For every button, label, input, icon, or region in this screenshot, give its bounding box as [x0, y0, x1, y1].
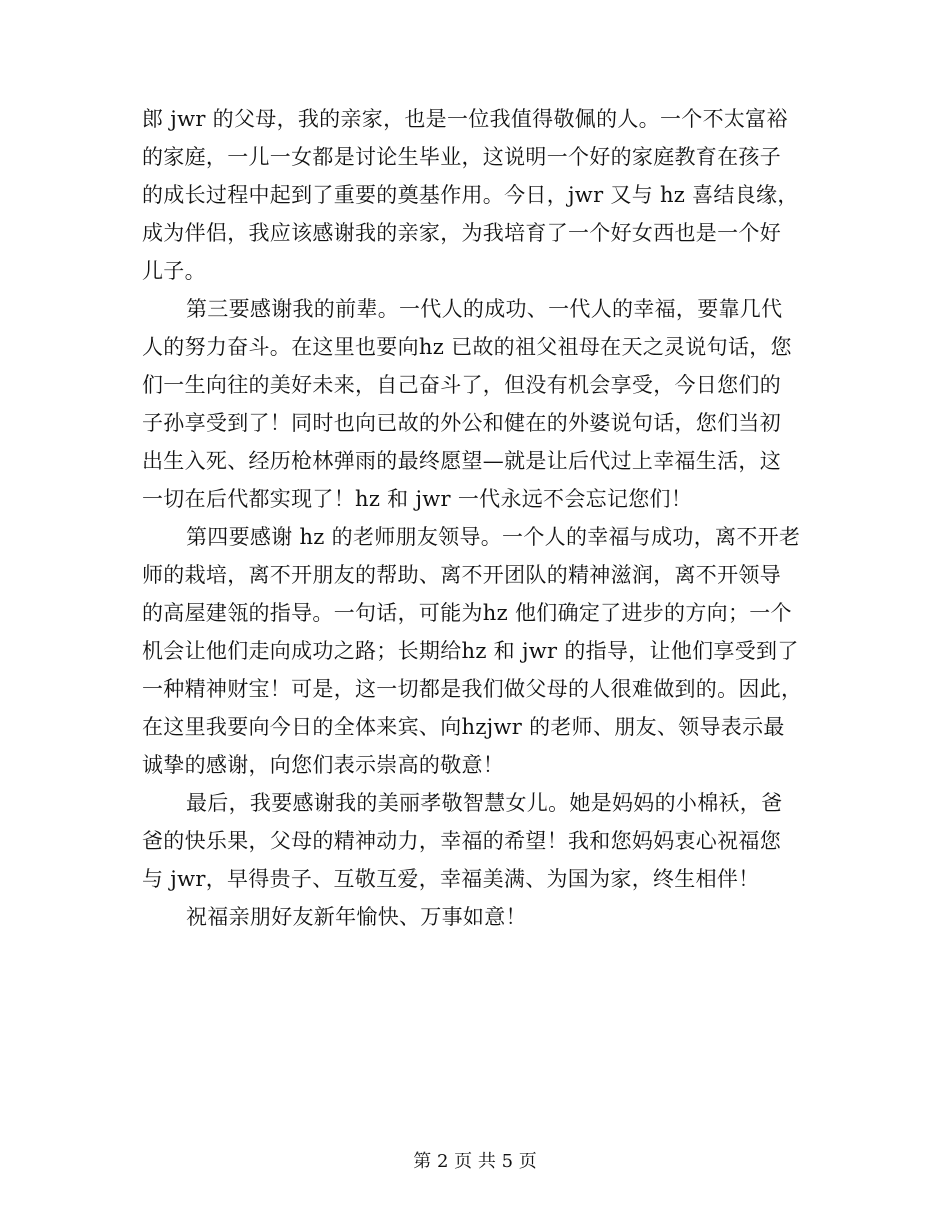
text-line: 诚挚的感谢，向您们表示崇高的敬意！	[142, 753, 505, 777]
text-line: 与 jwr，早得贵子、互敬互爱，幸福美满、为国为家，终生相伴！	[142, 867, 760, 891]
text-line: 一切在后代都实现了！hz 和 jwr 一代永远不会忘记您们！	[142, 487, 693, 511]
text-line: 儿子。	[142, 259, 206, 283]
paragraph-start-line: 第四要感谢 hz 的老师朋友领导。一个人的幸福与成功，离不开老	[186, 525, 801, 549]
text-line: 一种精神财宝！可是，这一切都是我们做父母的人很难做到的。因此，	[142, 677, 803, 701]
text-line: 们一生向往的美好未来，自己奋斗了，但没有机会享受，今日您们的	[142, 373, 781, 397]
text-line: 子孙享受到了！同时也向已故的外公和健在的外婆说句话，您们当初	[142, 411, 781, 435]
page-number-footer: 第 2 页 共 5 页	[413, 1151, 537, 1172]
text-line: 机会让他们走向成功之路；长期给hz 和 jwr 的指导，让他们享受到了	[142, 639, 799, 663]
paragraph-start-line: 第三要感谢我的前辈。一代人的成功、一代人的幸福，要靠几代	[186, 297, 783, 321]
paragraph-start-line: 祝福亲朋好友新年愉快、万事如意！	[186, 905, 527, 929]
text-line: 在这里我要向今日的全体来宾、向hzjwr 的老师、朋友、领导表示最	[142, 715, 785, 739]
text-line: 的家庭，一儿一女都是讨论生毕业，这说明一个好的家庭教育在孩子	[142, 145, 781, 169]
text-line: 郎 jwr 的父母，我的亲家，也是一位我值得敬佩的人。一个不太富裕	[142, 107, 788, 131]
text-line: 的高屋建瓴的指导。一句话，可能为hz 他们确定了进步的方向；一个	[142, 601, 792, 625]
text-line: 爸的快乐果，父母的精神动力，幸福的希望！我和您妈妈衷心祝福您	[142, 829, 781, 853]
document-body	[142, 100, 812, 936]
text-line: 人的努力奋斗。在这里也要向hz 已故的祖父祖母在天之灵说句话，您	[142, 335, 792, 359]
text-line: 出生入死、经历枪林弹雨的最终愿望—就是让后代过上幸福生活，这	[142, 449, 781, 473]
paragraph-start-line: 最后，我要感谢我的美丽孝敬智慧女儿。她是妈妈的小棉袄，爸	[186, 791, 783, 815]
text-line: 师的栽培，离不开朋友的帮助、离不开团队的精神滋润，离不开领导	[142, 563, 781, 587]
text-line: 成为伴侣，我应该感谢我的亲家，为我培育了一个好女西也是一个好	[142, 221, 781, 245]
text-line: 的成长过程中起到了重要的奠基作用。今日，jwr 又与 hz 喜结良缘，	[142, 183, 799, 207]
